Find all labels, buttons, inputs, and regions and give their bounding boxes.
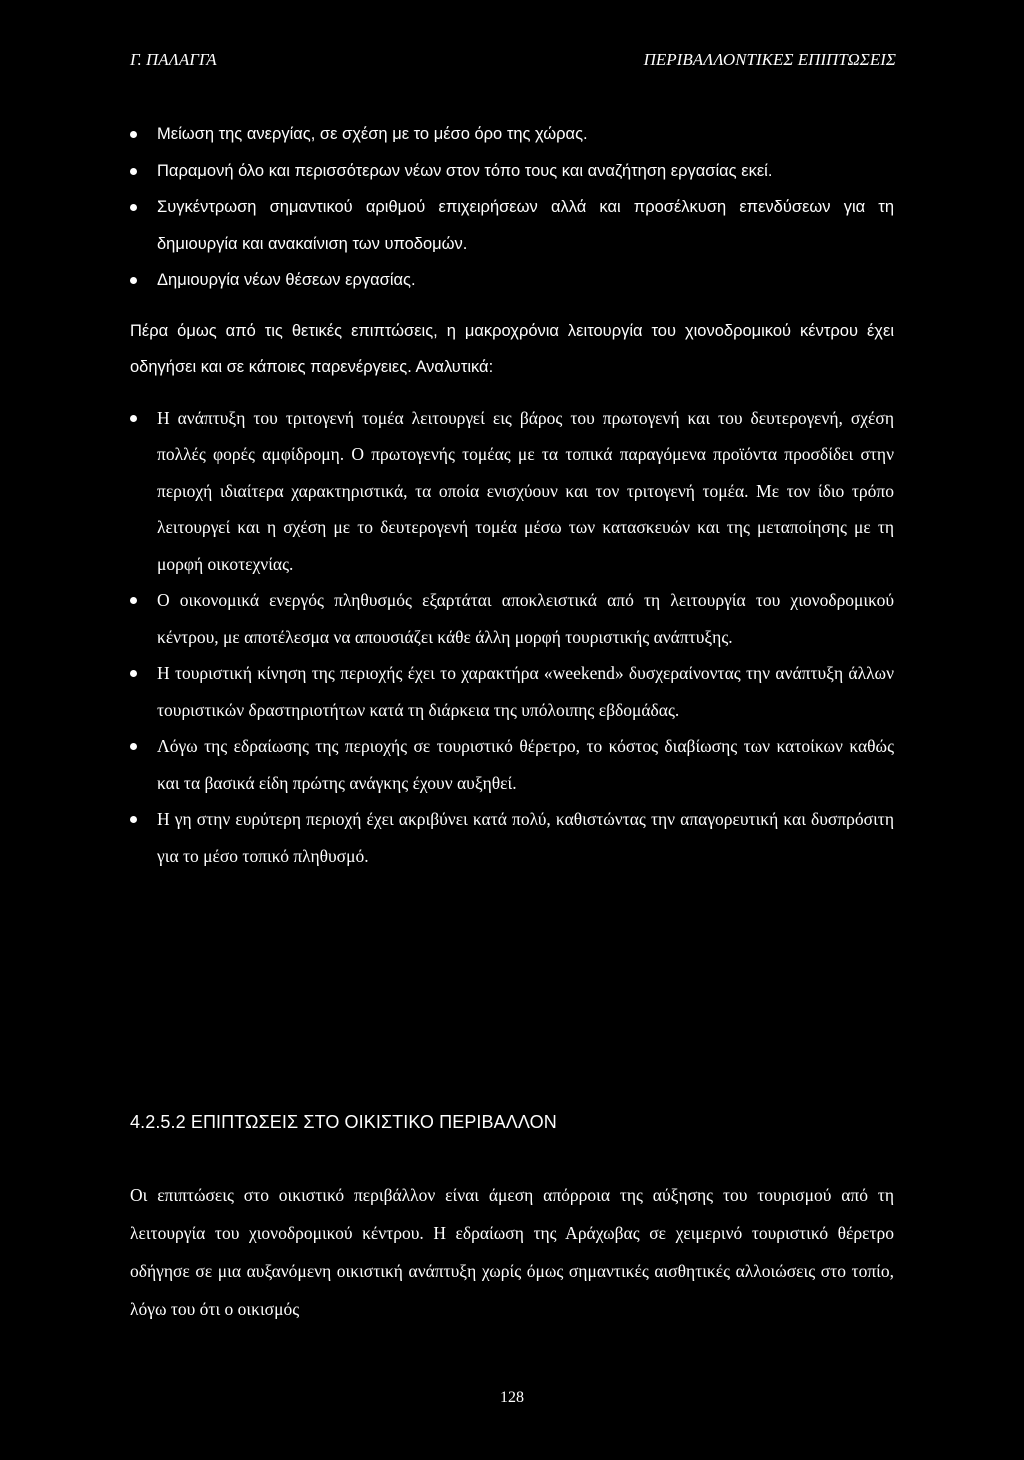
list-item-text: Λόγω της εδραίωσης της περιοχής σε τουριστικό θέρετρο, το κόστος διαβίωσης των κατοίκων καθώς και τα βασικά είδη πρώτης ανάγκης έχουν αυξηθεί. bbox=[157, 736, 894, 793]
list-item bbox=[130, 116, 894, 153]
bullet-icon bbox=[130, 670, 137, 677]
intro-paragraph: Πέρα όμως από τις θετικές επιπτώσεις, η μακροχρόνια λειτουργία του χιονοδρομικού κέντρου έχει οδηγήσει και σε κάποιες παρενέργειες. Αναλυτικά: bbox=[130, 321, 894, 376]
bullet-icon bbox=[130, 415, 137, 422]
list-item bbox=[130, 801, 894, 874]
list-item bbox=[130, 189, 894, 262]
positive-effects-list bbox=[130, 116, 894, 299]
list-item-text: Δημιουργία νέων θέσεων εργασίας. bbox=[157, 271, 416, 289]
bullet-icon bbox=[130, 597, 137, 604]
list-item-text: Ο οικονομικά ενεργός πληθυσμός εξαρτάται αποκλειστικά από τη λειτουργία του χιονοδρομικού κέντρου, με αποτέλεσμα να απουσιάζει κάθε άλλη μορφή τουριστικής ανάπτυξης. bbox=[157, 590, 894, 647]
list-item-text: Η γη στην ευρύτερη περιοχή έχει ακριβύνει κατά πολύ, καθιστώντας την απαγορευτική και δυσπρόσιτη για το μέσο τοπικό πληθυσμό. bbox=[157, 809, 894, 866]
list-item bbox=[130, 655, 894, 728]
bullet-icon bbox=[130, 277, 137, 284]
bullet-icon bbox=[130, 204, 137, 211]
section-heading: 4.2.5.2 ΕΠΙΠΤΩΣΕΙΣ ΣΤΟ ΟΙΚΙΣΤΙΚΟ ΠΕΡΙΒΑΛΛΟΝ bbox=[130, 1112, 557, 1132]
section-paragraph: Οι επιπτώσεις στο οικιστικό περιβάλλον είναι άμεση απόρροια της αύξησης του τουρισμού από τη λειτουργία του χιονοδρομικού κέντρου. Η εδραίωση της Αράχωβας σε χειμερινό τουριστικό θέρετρο οδήγησε σε μια αυξανόμενη οικιστική ανάπτυξη χωρίς όμως σημαντικές αισθητικές αλλοιώσεις στο τοπίο, λόγω του ότι ο οικισμός bbox=[130, 1185, 894, 1319]
bullet-icon bbox=[130, 168, 137, 175]
header-author: Γ. ΠΑΛΑΓΓΑ bbox=[130, 50, 217, 69]
side-effects-list bbox=[130, 400, 894, 875]
page-number: 128 bbox=[500, 1389, 524, 1406]
list-item bbox=[130, 582, 894, 655]
list-item bbox=[130, 153, 894, 190]
bullet-icon bbox=[130, 131, 137, 138]
list-item-text: Μείωση της ανεργίας, σε σχέση με το μέσο όρο της χώρας. bbox=[157, 125, 588, 143]
list-item-text: Η ανάπτυξη του τριτογενή τομέα λειτουργεί εις βάρος του πρωτογενή και του δευτερογενή, σχέση πολλές φορές αμφίδρομη. Ο πρωτογενής τομέας με τα τοπικά παραγόμενα προϊόντα προσδίδει στην περιοχή ιδιαίτερα χαρακτηριστικά, τα οποία ενισχύουν και τον τριτογενή τομέα. Με τον ίδιο τρόπο λειτουργεί και η σχέση με το δευτερογενή τομέα μέσω των κατασκευών και της μεταποίησης με τη μορφή οικοτεχνίας. bbox=[157, 407, 894, 574]
header-chapter-title: ΠΕΡΙΒΑΛΛΟΝΤΙΚΕΣ ΕΠΙΠΤΩΣΕΙΣ bbox=[643, 50, 896, 69]
list-item-text: Η τουριστική κίνηση της περιοχής έχει το χαρακτήρα «weekend» δυσχεραίνοντας την ανάπτυξη άλλων τουριστικών δραστηριοτήτων κατά τη διάρκεια της υπόλοιπης εβδομάδας. bbox=[157, 663, 894, 720]
page-header bbox=[130, 50, 896, 74]
list-item bbox=[130, 728, 894, 801]
page-body bbox=[130, 116, 894, 874]
bullet-icon bbox=[130, 816, 137, 823]
list-item bbox=[130, 400, 894, 583]
bullet-icon bbox=[130, 743, 137, 750]
list-item-text: Παραμονή όλο και περισσότερων νέων στον τόπο τους και αναζήτηση εργασίας εκεί. bbox=[157, 161, 773, 180]
list-item-text: Συγκέντρωση σημαντικού αριθμού επιχειρήσεων αλλά και προσέλκυση επενδύσεων για τη δημιουργία και ανακαίνιση των υποδομών. bbox=[157, 198, 894, 253]
list-item bbox=[130, 262, 894, 299]
